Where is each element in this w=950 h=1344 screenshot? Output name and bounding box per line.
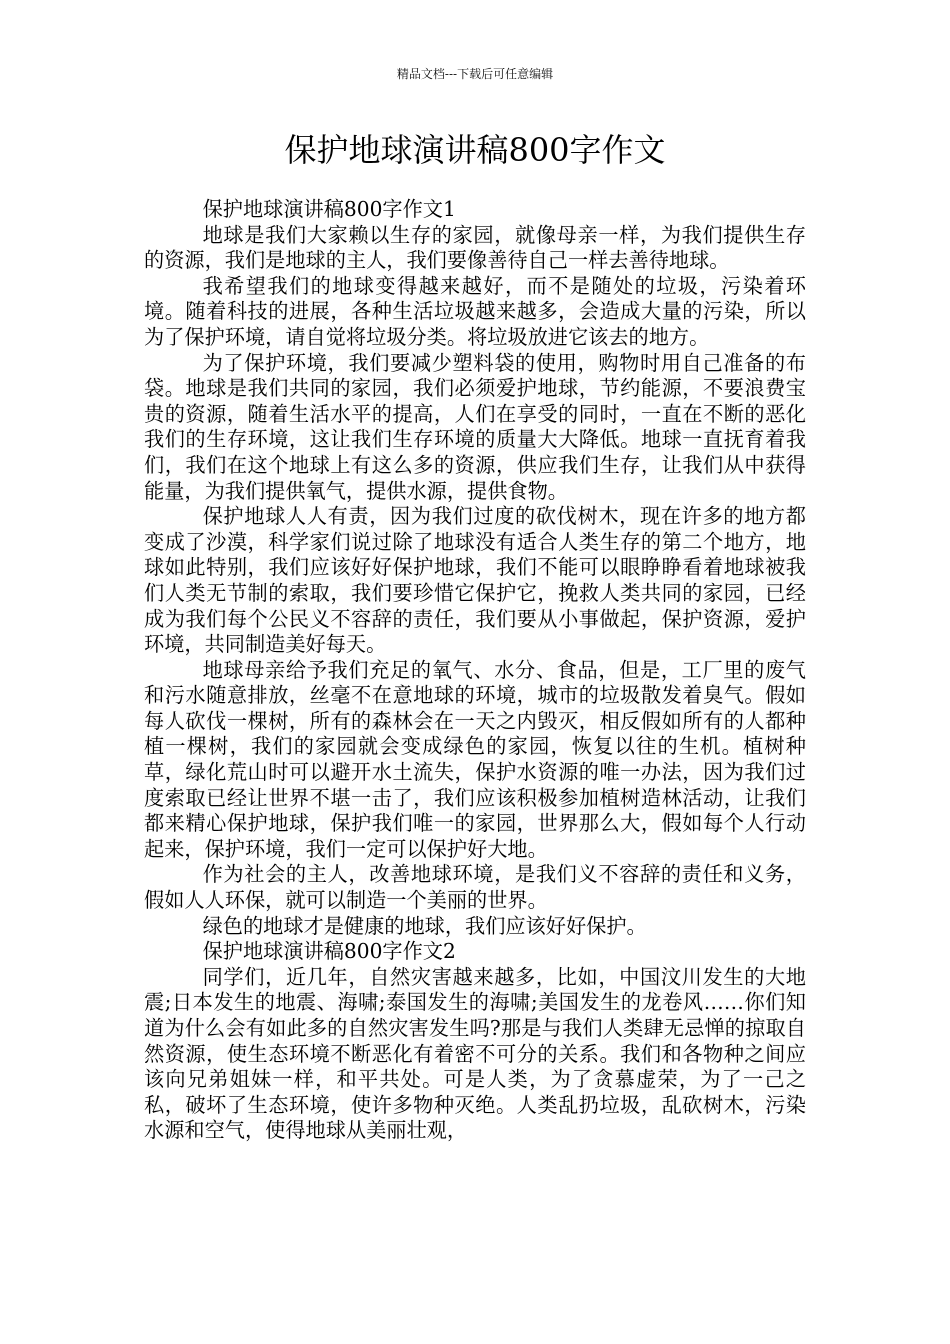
paragraph: 同学们，近几年，自然灾害越来越多，比如，中国汶川发生的大地震;日本发生的地震、海啸;泰国发生的海啸;美国发生的龙卷风……你们知道为什么会有如此多的自然灾害发生吗?那是与我们人类肆无忌惮的掠取自然资源，使生态环境不断恶化有着密不可分的关系。我们和各物种之间应该向兄弟姐妹一样，和平共处。可是人类，为了贪慕虚荣，为了一己之私，破坏了生态环境，使许多物种灭绝。人类乱扔垃圾，乱砍树木，污染水源和空气，使得地球从美丽壮观， xyxy=(144,964,806,1143)
section-heading: 保护地球演讲稿800字作文2 xyxy=(202,939,456,964)
paragraph: 保护地球人人有责，因为我们过度的砍伐树木，现在许多的地方都变成了沙漠，科学家们说过除了地球没有适合人类生存的第二个地方，地球如此特别，我们应该好好保护地球，我们不能可以眼睁睁看着地球被我们人类无节制的索取，我们要珍惜它保护它，挽救人类共同的家园，已经成为我们每个公民义不容辞的责任，我们要从小事做起，保护资源，爱护环境，共同制造美好每天。 xyxy=(144,504,806,657)
section-heading: 保护地球演讲稿800字作文1 xyxy=(202,197,456,221)
paragraph: 作为社会的主人，改善地球环境，是我们义不容辞的责任和义务，假如人人环保，就可以制造一个美丽的世界。 xyxy=(144,862,806,913)
document-body xyxy=(144,197,806,1144)
document-title: 保护地球演讲稿800字作文 xyxy=(284,131,666,169)
paragraph: 绿色的地球才是健康的地球，我们应该好好保护。 xyxy=(202,913,647,938)
paragraph: 地球母亲给予我们充足的氧气、水分、食品，但是，工厂里的废气和污水随意排放，丝毫不在意地球的环境，城市的垃圾散发着臭气。假如每人砍伐一棵树，所有的森林会在一天之内毁灭，相反假如所有的人都种植一棵树，我们的家园就会变成绿色的家园，恢复以往的生机。植树种草，绿化荒山时可以避开水土流失，保护水资源的唯一办法，因为我们过度索取已经让世界不堪一击了，我们应该积极参加植树造林活动，让我们都来精心保护地球，保护我们唯一的家园，世界那么大，假如每个人行动起来，保护环境，我们一定可以保护好大地。 xyxy=(144,657,806,861)
paragraph: 我希望我们的地球变得越来越好，而不是随处的垃圾，污染着环境。随着科技的进展，各种生活垃圾越来越多，会造成大量的污染，所以为了保护环境，请自觉将垃圾分类。将垃圾放进它该去的地方。 xyxy=(144,273,806,349)
paragraph: 地球是我们大家赖以生存的家园，就像母亲一样，为我们提供生存的资源，我们是地球的主人，我们要像善待自己一样去善待地球。 xyxy=(144,222,806,273)
page-header: 精品文档---下载后可任意编辑 xyxy=(396,67,554,81)
paragraph: 为了保护环境，我们要减少塑料袋的使用，购物时用自己准备的布袋。地球是我们共同的家园，我们必须爱护地球，节约能源，不要浪费宝贵的资源，随着生活水平的提高，人们在享受的同时，一直在不断的恶化我们的生存环境，这让我们生存环境的质量大大降低。地球一直抚育着我们，我们在这个地球上有这么多的资源，供应我们生存，让我们从中获得能量，为我们提供氧气，提供水源，提供食物。 xyxy=(144,350,806,503)
